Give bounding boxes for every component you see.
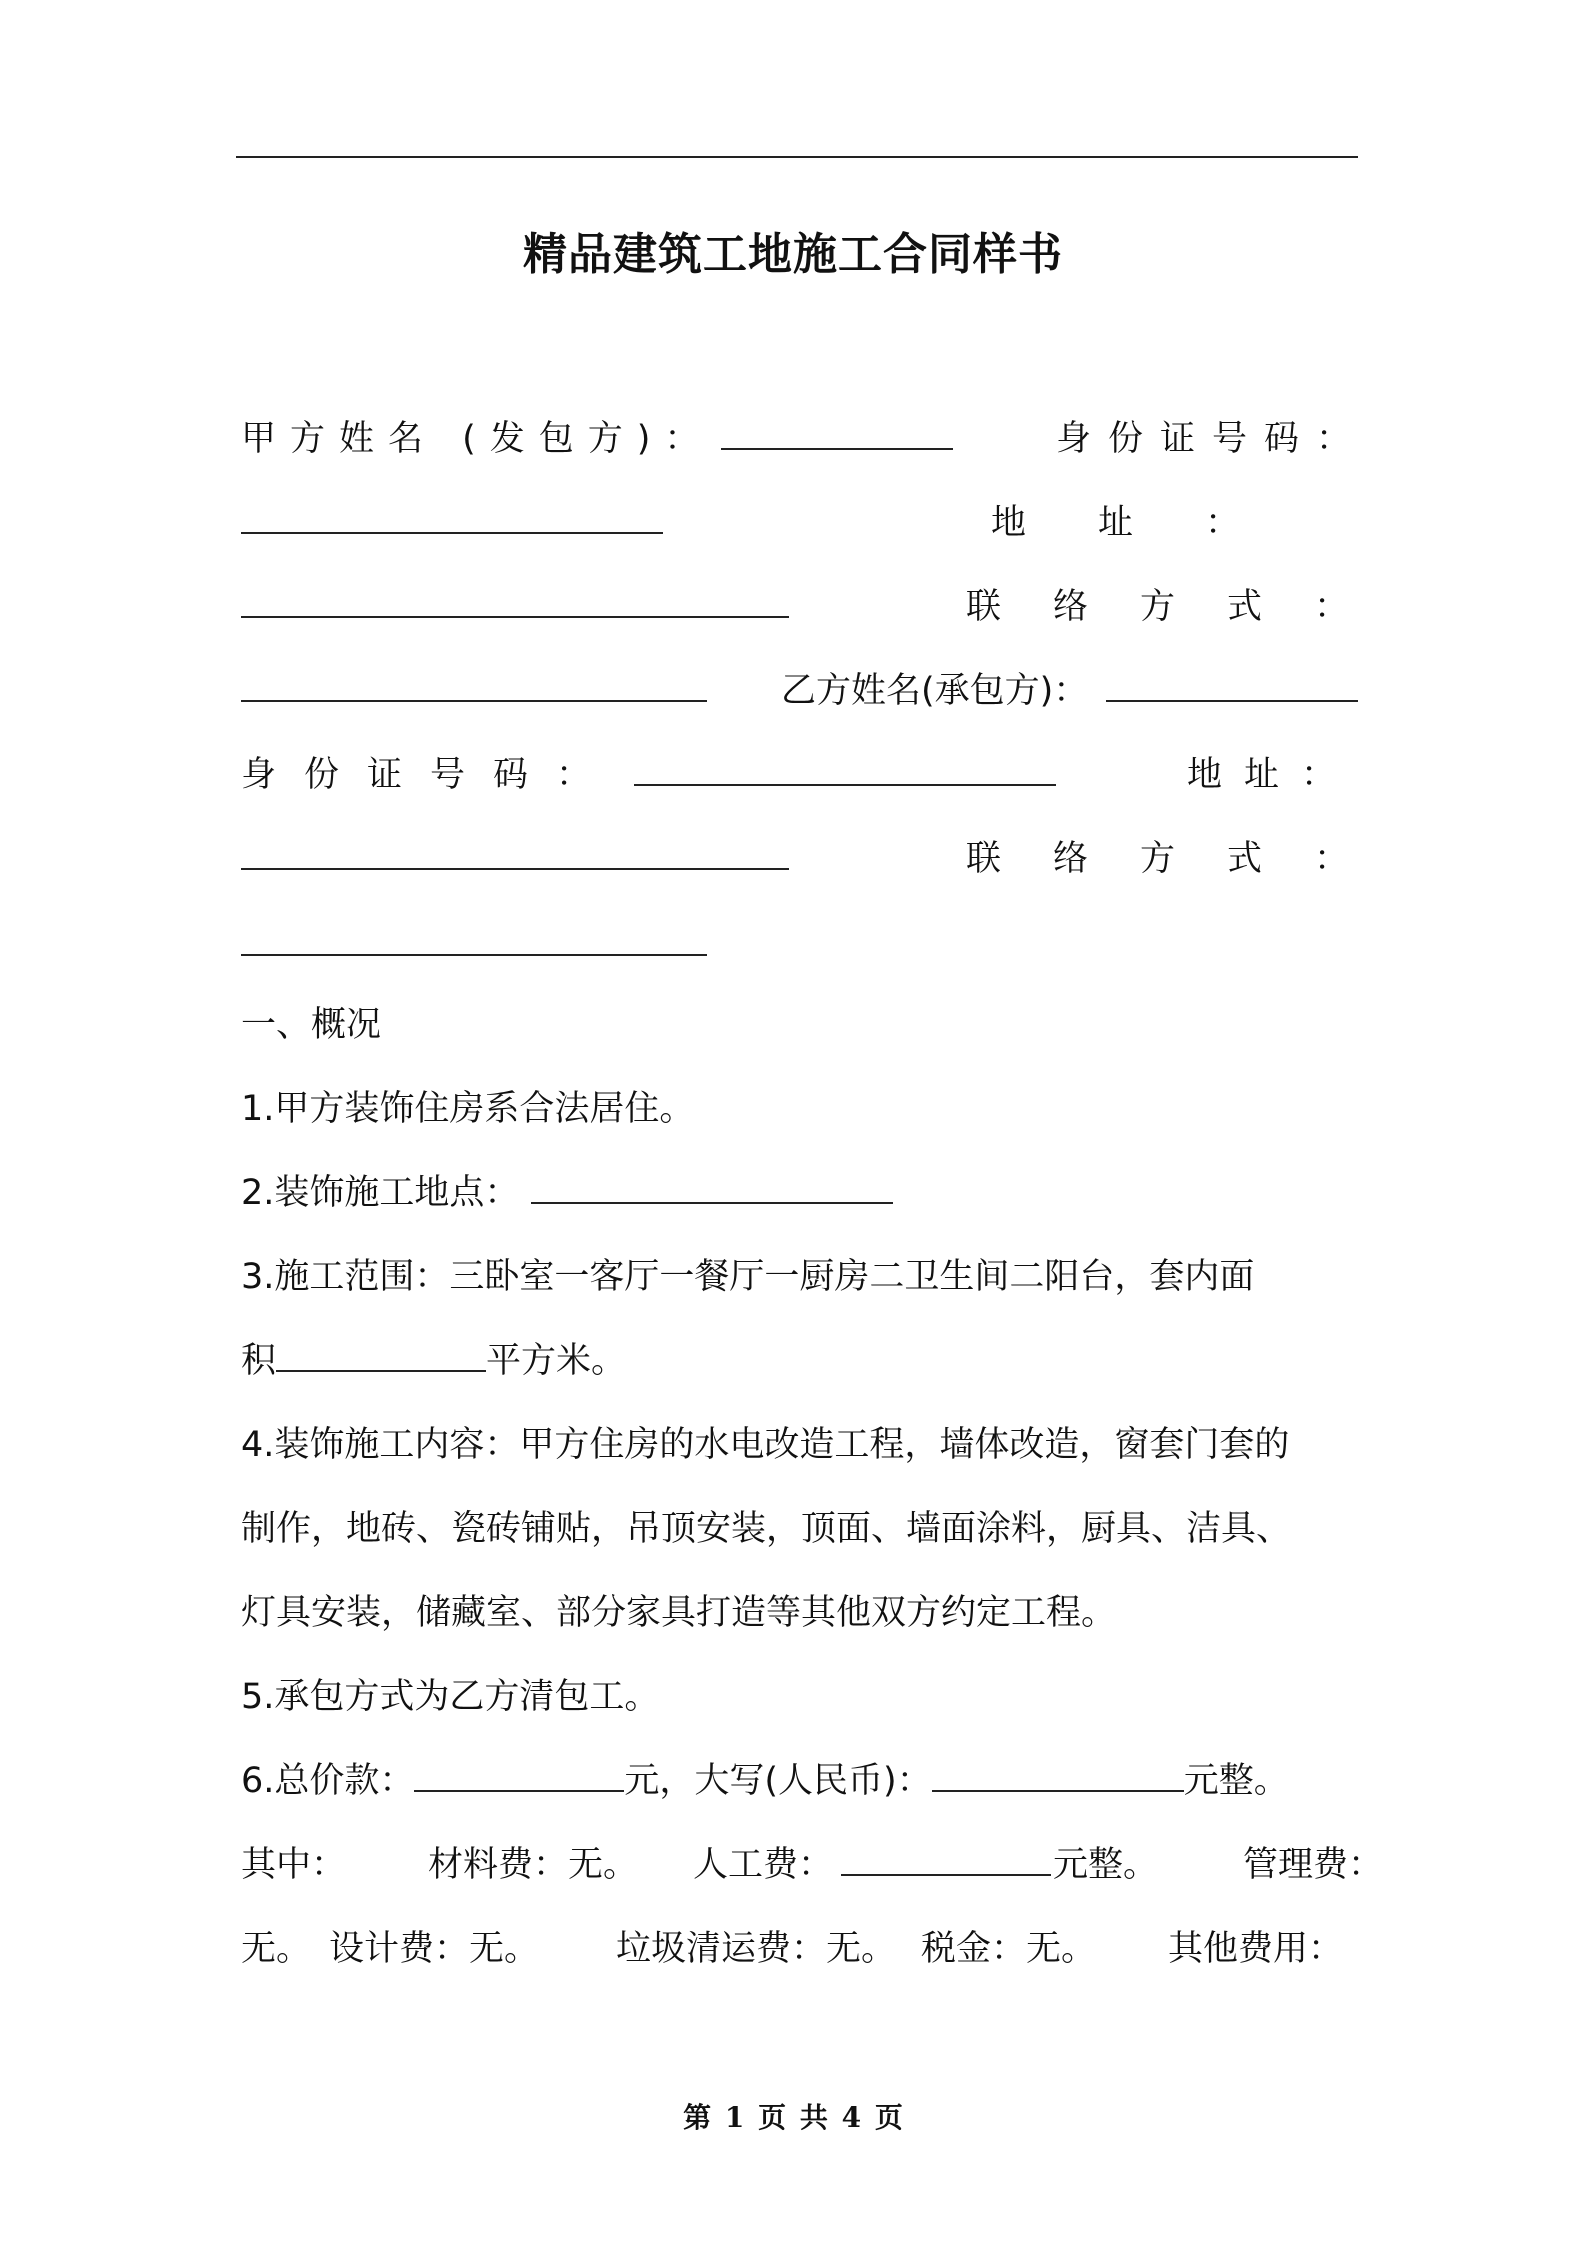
party-a-address-row	[241, 488, 1356, 558]
party-b-id-row	[241, 740, 1359, 810]
party-b-name-label: 乙方姓名(承包方)：	[781, 671, 1089, 711]
party-b-address-label: 地址：	[1187, 755, 1359, 795]
waste-removal-fee: 垃圾清运费：无。	[616, 1929, 897, 1969]
management-fee-value: 无。	[241, 1929, 312, 1969]
party-b-address-blank[interactable]	[241, 824, 789, 870]
other-fees-label: 其他费用：	[1168, 1929, 1344, 1969]
party-b-contact-blank[interactable]	[241, 910, 707, 956]
overview-item-3-area-pre: 积	[241, 1341, 277, 1381]
total-price-caps-blank[interactable]	[932, 1746, 1184, 1792]
party-a-id-blank[interactable]	[241, 488, 663, 534]
party-b-name-blank[interactable]	[1106, 656, 1358, 702]
total-price-blank[interactable]	[414, 1746, 624, 1792]
fees-line-2	[241, 1914, 1356, 1984]
total-price-label: 6.总价款：	[241, 1761, 415, 1801]
party-a-id-label: 身份证号码：	[1056, 419, 1369, 459]
overview-item-3-area-post: 平方米。	[486, 1341, 627, 1381]
overview-heading: 一、概况	[241, 1005, 382, 1045]
party-a-contact-row	[241, 572, 1402, 642]
area-blank[interactable]	[276, 1326, 486, 1372]
labor-fee-label: 人工费：	[693, 1845, 834, 1885]
management-fee-label: 管理费：	[1243, 1845, 1384, 1885]
party-a-address-label: 地址：	[991, 503, 1313, 543]
fees-intro: 其中：	[241, 1845, 347, 1885]
labor-fee-blank[interactable]	[841, 1830, 1051, 1876]
party-b-name-row	[241, 656, 1356, 726]
construction-site-blank[interactable]	[531, 1158, 893, 1204]
party-a-contact-label: 联络方式：	[966, 587, 1402, 627]
tax: 税金：无。	[921, 1929, 1097, 1969]
party-a-contact-blank[interactable]	[241, 656, 707, 702]
total-price-caps-label: 元，大写(人民币)：	[624, 1761, 932, 1801]
party-b-contact-label: 联络方式：	[966, 839, 1402, 879]
overview-item-2-label: 2.装饰施工地点：	[241, 1173, 520, 1213]
document-title: 精品建筑工地施工合同样书	[523, 229, 1063, 280]
party-b-id-label: 身份证号码：	[241, 755, 620, 795]
overview-item-4-line-3: 灯具安装，储藏室、部分家具打造等其他双方约定工程。	[241, 1593, 1117, 1633]
party-a-name-label: 甲方姓名 (发包方)：	[241, 419, 714, 459]
fees-line-1	[241, 1830, 1384, 1900]
party-b-id-blank[interactable]	[634, 740, 1056, 786]
party-a-name-row	[241, 404, 1369, 474]
overview-item-5: 5.承包方式为乙方清包工。	[241, 1677, 660, 1717]
overview-item-4-line-2: 制作，地砖、瓷砖铺贴，吊顶安装，顶面、墙面涂料，厨具、洁具、	[241, 1509, 1292, 1549]
party-b-contact-row	[241, 824, 1402, 894]
party-a-address-blank[interactable]	[241, 572, 789, 618]
party-b-contact-blank-row	[241, 910, 1356, 980]
overview-item-4-line-1: 4.装饰施工内容：甲方住房的水电改造工程，墙体改造，窗套门套的	[241, 1425, 1290, 1465]
party-a-name-blank[interactable]	[721, 404, 953, 450]
overview-item-3-line-1: 3.施工范围：三卧室一客厅一餐厅一厨房二卫生间二阳台，套内面	[241, 1257, 1255, 1297]
total-price-suffix: 元整。	[1183, 1761, 1289, 1801]
design-fee: 设计费：无。	[329, 1929, 540, 1969]
overview-item-3-line-2	[241, 1326, 1356, 1396]
overview-item-2	[241, 1158, 1356, 1228]
header-rule	[236, 156, 1358, 158]
material-fee: 材料费：无。	[428, 1845, 639, 1885]
page-number: 第 1 页 共 4 页	[683, 2101, 903, 2134]
labor-fee-suffix: 元整。	[1053, 1845, 1159, 1885]
overview-item-1: 1.甲方装饰住房系合法居住。	[241, 1089, 695, 1129]
overview-item-6	[241, 1746, 1356, 1816]
